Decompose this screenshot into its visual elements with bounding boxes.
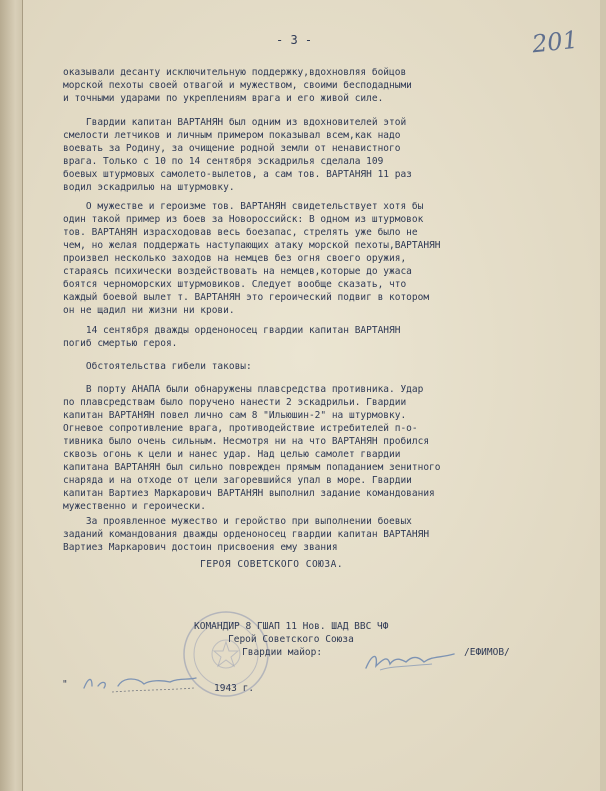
signatory-position: КОМАНДИР 8 ГШАП 11 Нов. ШАД ВВС ЧФ [194, 621, 389, 632]
text-line: тивника было очень сильным. Несмотря ни на что ВАРТАНЯН пробился [63, 436, 430, 447]
text-line: боятся черноморских штурмовиков. Следует вообще сказать, что [63, 279, 407, 290]
text-line: В порту АНАПА были обнаружены плавсредства противника. Удар [63, 384, 424, 395]
text-line: капитан ВАРТАНЯН повел лично сам 8 "Ильюшин-2" на штурмовку. [63, 410, 407, 421]
text-line: капитана ВАРТАНЯН был сильно поврежден прямым попаданием зенитного [63, 462, 441, 473]
text-line: врага. Только с 10 по 14 сентября эскадрилья сделала 109 [63, 156, 384, 167]
text-line: Гвардии капитан ВАРТАНЯН был одним из вдохновителей этой [63, 117, 407, 128]
signatory-title: Герой Советского Союза [228, 634, 354, 645]
date-quote: " [62, 679, 68, 690]
signatory-name: /ЕФИМОВ/ [464, 647, 510, 658]
text-line: За проявленное мужество и геройство при выполнении боевых [63, 516, 412, 527]
previous-page-edge [0, 0, 23, 791]
text-line: морской пехоты своей отвагой и мужеством, своими бесподадными [63, 80, 412, 91]
text-line: снаряда и на отходе от цели загоревшийся упал в море. Гвардии [63, 475, 412, 486]
page-edge [600, 0, 606, 791]
date-year: 1943 г. [214, 683, 255, 694]
text-line: он не щадил ни жизни ни крови. [63, 305, 235, 316]
text-line: капитан Вартиез Маркарович ВАРТАНЯН выполнил задание командования [63, 488, 435, 499]
text-line: стараясь психически воздействовать на немцев,которые до ужаса [63, 266, 412, 277]
text-line: один такой пример из боев за Новороссийск: В одном из штурмовок [63, 214, 424, 225]
text-line: произвел несколько заходов на немцев без огня своего оружия, [63, 253, 407, 264]
text-line: чем, но желая поддержать наступающих атаку морской пехоты,ВАРТАНЯН [63, 240, 441, 251]
archive-folio-number: 201 [530, 25, 580, 59]
text-line: заданий командования дважды орденоносец гвардии капитан ВАРТАНЯН [63, 529, 430, 540]
text-line: сквозь огонь к цели и нанес удар. Над целью самолет гвардии [63, 449, 401, 460]
signatory-rank: Гвардии майор: [242, 647, 323, 658]
text-line: смелости летчиков и личным примером показывал всем,как надо [63, 130, 401, 141]
text-line: по плавсредствам было поручено нанести 2 эскадрильи. Гвардии [63, 397, 407, 408]
award-heading: ГЕРОЯ СОВЕТСКОГО СОЮЗА. [200, 559, 344, 570]
text-line: мужественно и героически. [63, 501, 206, 512]
text-line: Вартиез Маркарович достоин присвоения ему звания [63, 542, 338, 553]
text-line: каждый боевой вылет т. ВАРТАНЯН это героический подвиг в котором [63, 292, 430, 303]
text-line: Огневое сопротивление врага, противодействие истребителей п-о- [63, 423, 418, 434]
handwritten-signature [362, 646, 458, 676]
text-line: боевых штурмовых самолето-вылетов, а сам тов. ВАРТАНЯН 11 раз [63, 169, 412, 180]
text-line: О мужестве и героизме тов. ВАРТАНЯН свидетельствует хотя бы [63, 201, 424, 212]
text-line: оказывали десанту исключительную поддержку,вдохновляя бойцов [63, 67, 407, 78]
text-line: и точными ударами по укреплениям врага и его живой силе. [63, 93, 384, 104]
text-line: 14 сентября дважды орденоносец гвардии капитан ВАРТАНЯН [63, 325, 401, 336]
text-line: водил эскадрилью на штурмовку. [63, 182, 235, 193]
text-line: воевать за Родину, за очищение родной земли от ненавистного [63, 143, 401, 154]
text-line: тов. ВАРТАНЯН израсходовав весь боезапас, стрелять уже было не [63, 227, 418, 238]
handwritten-date [78, 670, 202, 696]
text-line: Обстоятельства гибели таковы: [63, 361, 252, 372]
page-number: - 3 - [276, 33, 313, 47]
text-line: погиб смертью героя. [63, 338, 178, 349]
